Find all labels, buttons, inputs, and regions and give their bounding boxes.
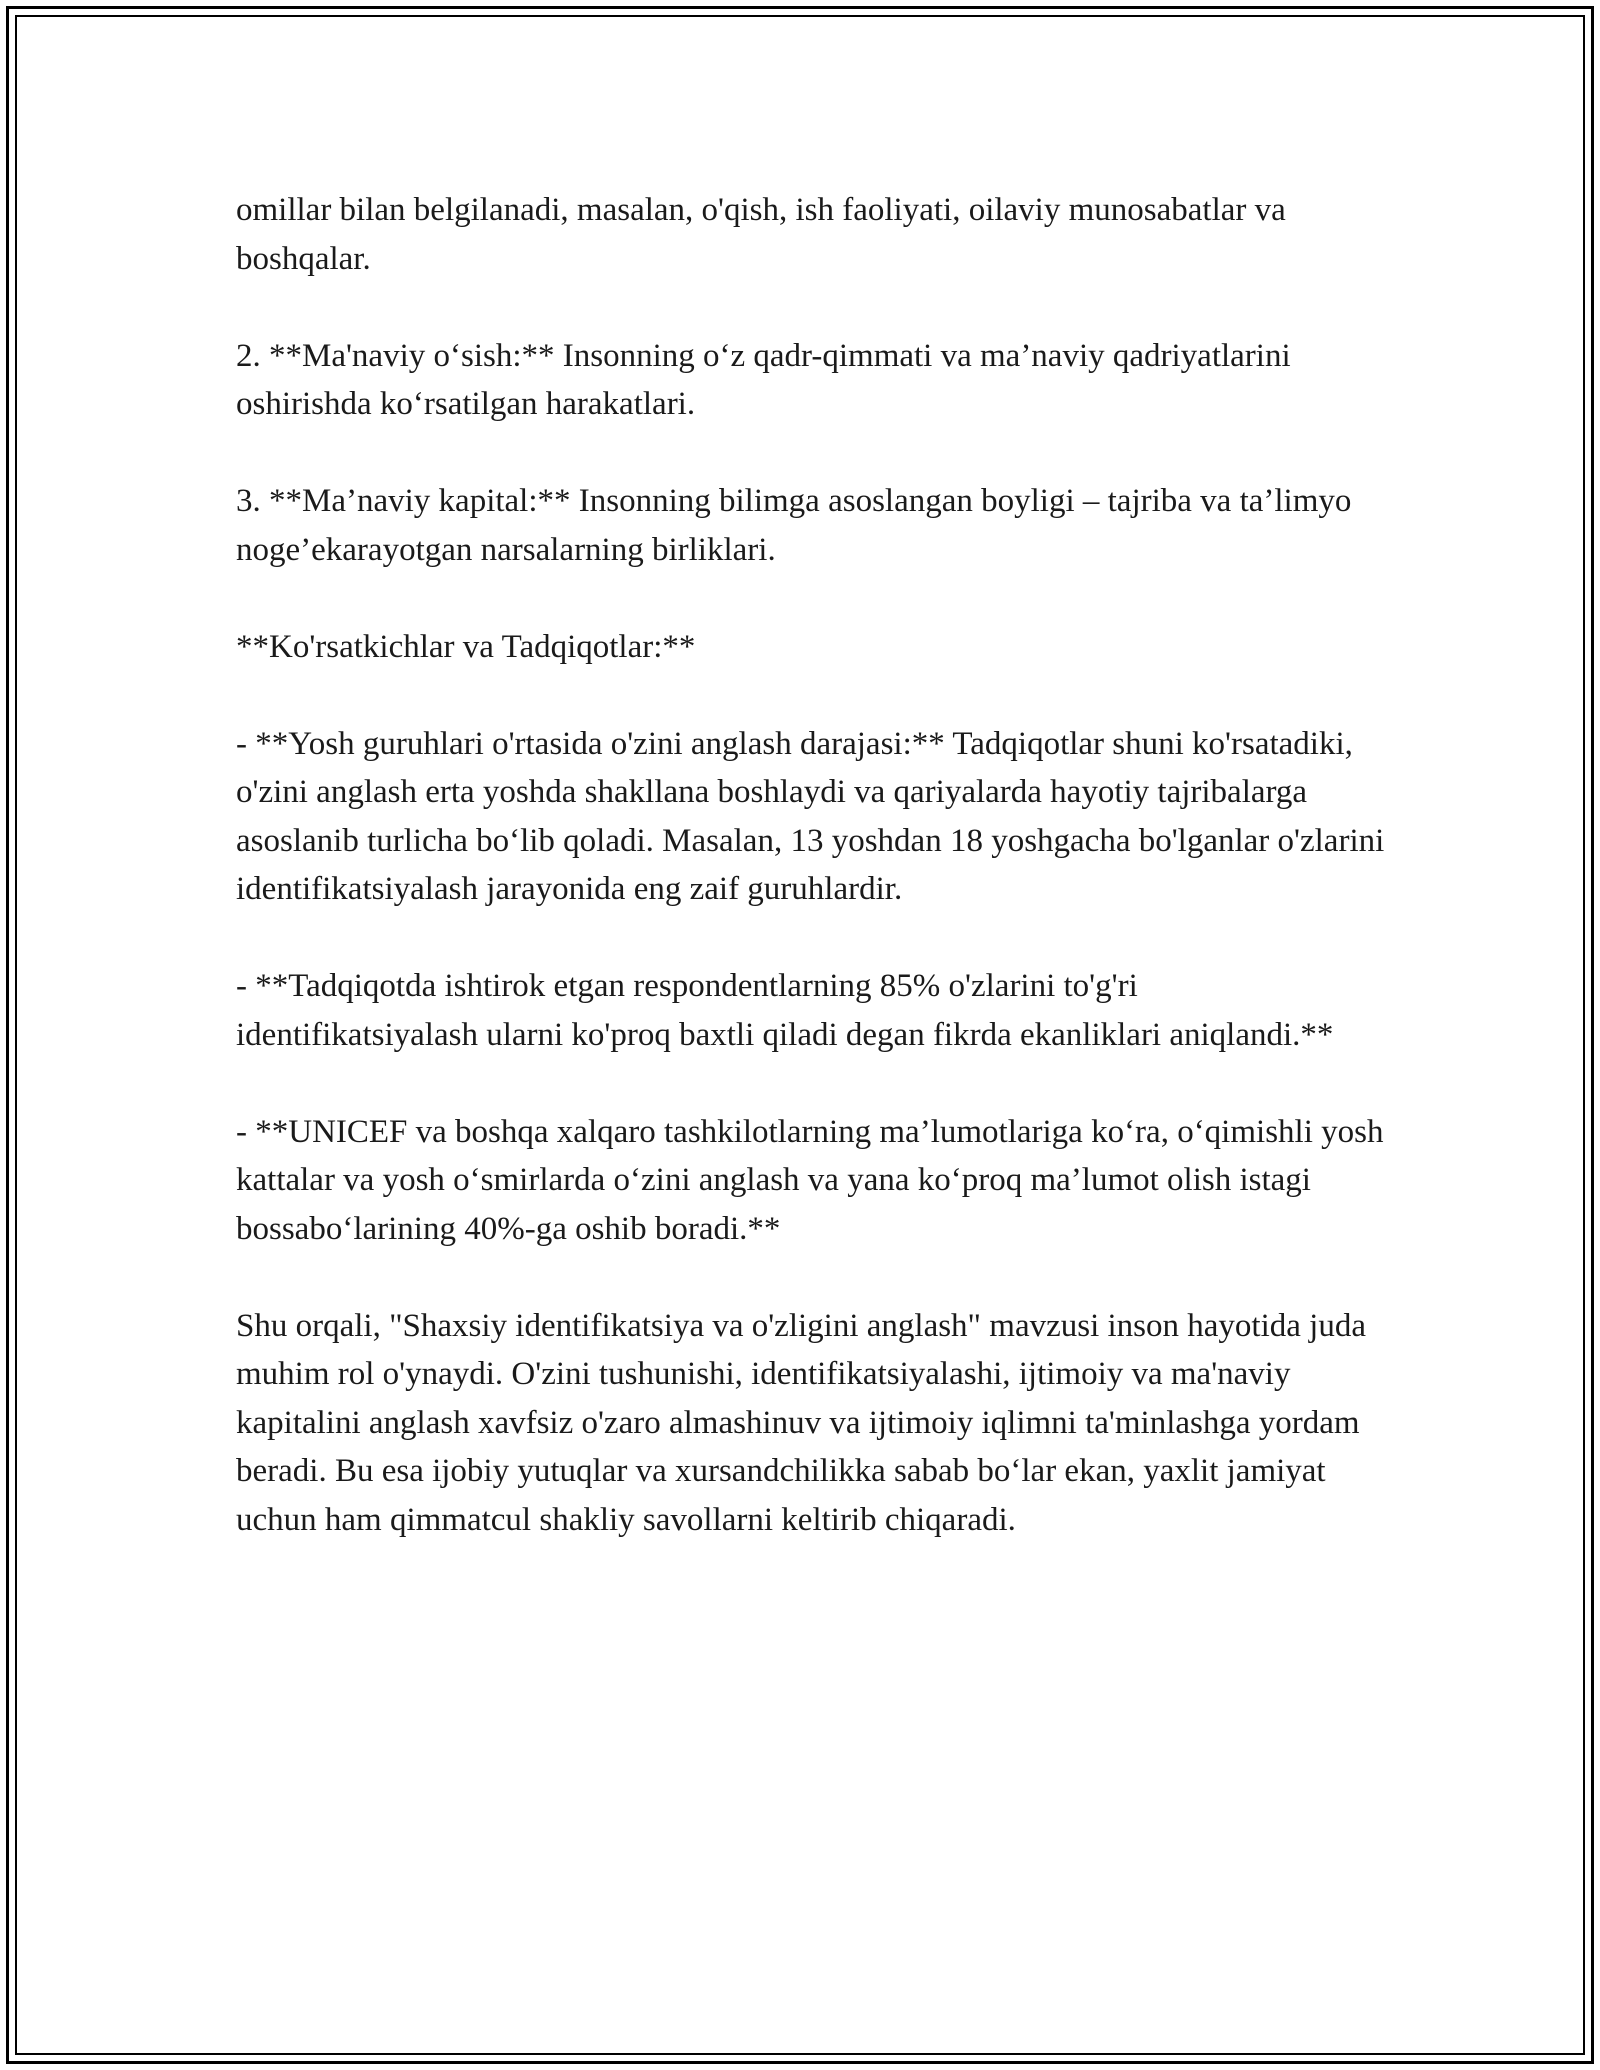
bullet-unicef: - **UNICEF va boshqa xalqaro tashkilotlarning ma’lumotlariga ko‘ra, o‘qimishli yosh kattalar va yosh o‘smirlarda o‘zini anglash va yana ko‘proq ma’lumot olish istagi bossabo‘larining 40%-ga oshib boradi.** — [236, 1113, 1384, 1247]
paragraph-intro-continuation: omillar bilan belgilanadi, masalan, o'qish, ish faoliyati, oilaviy munosabatlar va boshqalar. — [236, 192, 1286, 277]
bullet-age-groups: - **Yosh guruhlari o'rtasida o'zini anglash darajasi:** Tadqiqotlar shuni ko'rsatadiki, o'zini anglash erta yoshda shakllana boshlaydi va qariyalarda hayotiy tajribalarga asoslanib turlicha bo‘lib qoladi. Masalan, 13 yoshdan 18 yoshgacha bo'lganlar o'zlarini identifikatsiyalash jarayonida eng zaif guruhlardir. — [236, 725, 1385, 907]
bullet-respondents: - **Tadqiqotda ishtirok etgan respondentlarning 85% o'zlarini to'g'ri identifikatsiyalash ularni ko'proq baxtli qiladi degan fikrda ekanliklari aniqlandi.** — [236, 968, 1334, 1053]
paragraph-spiritual-growth: 2. **Ma'naviy o‘sish:** Insonning o‘z qadr-qimmati va ma’naviy qadriyatlarini oshirishda ko‘rsatilgan harakatlari. — [236, 337, 1291, 422]
paragraph-spiritual-capital: 3. **Ma’naviy kapital:** Insonning bilimga asoslangan boyligi – tajriba va ta’limyo noge’ekarayotgan narsalarning birliklari. — [236, 483, 1352, 568]
paragraph-conclusion: Shu orqali, "Shaxsiy identifikatsiya va o'zligini anglash" mavzusi inson hayotida juda muhim rol o'ynaydi. O'zini tushunishi, identifikatsiyalashi, ijtimoiy va ma'naviy kapitalini anglash xavfsiz o'zaro almashinuv va ijtimoiy iqlimni ta'minlashga yordam beradi. Bu esa ijobiy yutuqlar va xursandchilikka sabab bo‘lar ekan, yaxlit jamiyat uchun ham qimmatcul shakliy savollarni keltirib chiqaradi. — [236, 1307, 1366, 1538]
document-body — [236, 186, 1386, 1593]
section-heading-indicators: **Ko'rsatkichlar va Tadqiqotlar:** — [236, 628, 696, 665]
